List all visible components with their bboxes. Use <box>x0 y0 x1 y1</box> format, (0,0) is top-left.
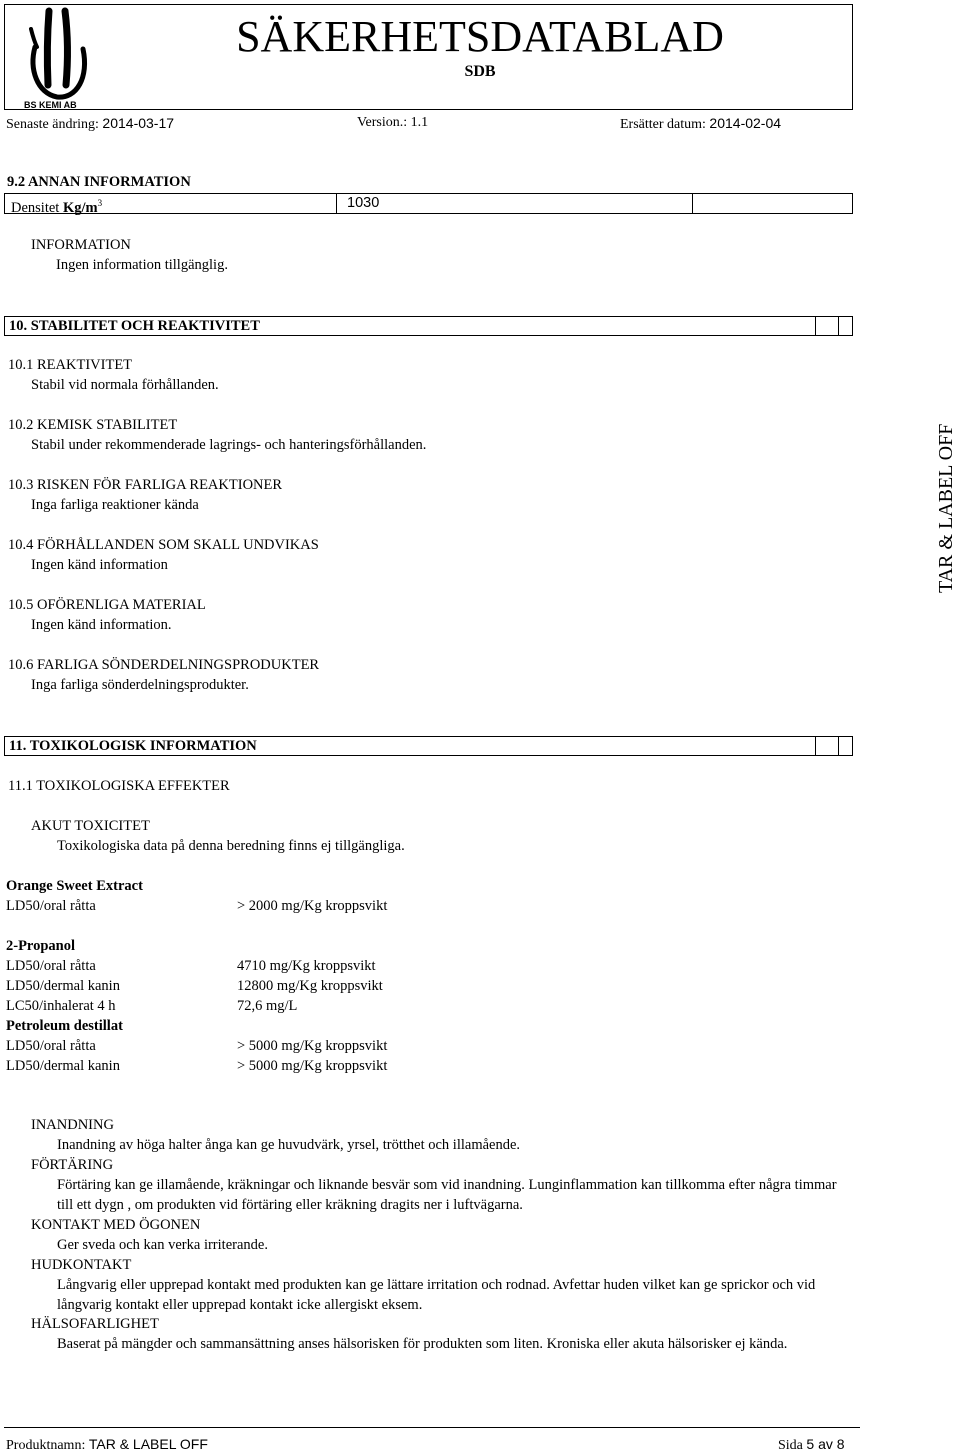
last-changed-label: Senaste ändring: <box>6 117 99 132</box>
substance-test: LD50/oral råtta <box>6 958 96 974</box>
footer-page <box>778 1435 845 1455</box>
skin-contact-heading: HUDKONTAKT <box>31 1257 132 1273</box>
section-10-3-heading: 10.3 RISKEN FÖR FARLIGA REAKTIONER <box>8 477 283 493</box>
section-10-3-text: Inga farliga reaktioner kända <box>31 497 199 513</box>
section-10-4-heading: 10.4 FÖRHÅLLANDEN SOM SKALL UNDVIKAS <box>8 537 319 553</box>
density-value-cell <box>337 194 693 213</box>
skin-contact-text: Långvarig eller upprepad kontakt med produkten kan ge lättare irritation och rodnad. Avfettar huden vilket kan ge sprickor och vid långvarig kontakt eller upprepad kontakt icke allergiskt eksem. <box>57 1277 816 1313</box>
substance-name: 2-Propanol <box>6 938 76 954</box>
density-label-cell <box>5 194 337 216</box>
section-10-5-text: Ingen känd information. <box>31 617 172 633</box>
section-11-title: 11. TOXIKOLOGISK INFORMATION <box>9 738 257 754</box>
document-subtitle: SDB <box>464 63 496 80</box>
substance-test: LD50/oral råtta <box>6 1038 96 1054</box>
section-10-2-heading: 10.2 KEMISK STABILITET <box>8 417 178 433</box>
substance-value: > 5000 mg/Kg kroppsvikt <box>237 1058 388 1074</box>
section-10-header <box>4 316 853 336</box>
section-10-2-text: Stabil under rekommenderade lagrings- och hanteringsförhållanden. <box>31 437 427 453</box>
version-label: Version.: 1.1 <box>357 115 429 130</box>
logo-text: BS KEMI AB <box>24 100 77 110</box>
section-10-4-text: Ingen känd information <box>31 557 168 573</box>
document-title: SÄKERHETSDATABLAD <box>236 12 724 61</box>
info-text: Ingen information tillgänglig. <box>56 257 228 273</box>
company-logo <box>21 7 95 113</box>
last-changed-value: 2014-03-17 <box>102 115 175 131</box>
health-hazard-heading: HÄLSOFARLIGHET <box>31 1316 159 1332</box>
section-10-1-heading: 10.1 REAKTIVITET <box>8 357 133 373</box>
ingestion-text: Förtäring kan ge illamående, kräkningar och liknande besvär som vid inandning. Lunginflammation kan tillkomma efter några timmar till ett dygn , om produkten vid förtäring eller kräkning dragits ner i luftvägarna. <box>57 1177 837 1213</box>
substance-test: LD50/dermal kanin <box>6 978 120 994</box>
info-title: INFORMATION <box>31 237 131 253</box>
density-label: Densitet $Kg/m^3$ <box>11 198 103 216</box>
section-11-1-heading: 11.1 TOXIKOLOGISKA EFFEKTER <box>8 778 230 794</box>
footer-page-value: 5 av 8 <box>806 1436 845 1452</box>
section-9-2-title: 9.2 ANNAN INFORMATION <box>7 174 191 190</box>
replaces-label: Ersätter datum: <box>620 117 706 132</box>
substance-name: Petroleum destillat <box>6 1018 123 1034</box>
eye-contact-heading: KONTAKT MED ÖGONEN <box>31 1217 201 1233</box>
eye-contact-text: Ger sveda och kan verka irriterande. <box>57 1237 268 1253</box>
substance-value: 72,6 mg/L <box>237 998 298 1014</box>
substance-value: > 2000 mg/Kg kroppsvikt <box>237 898 388 914</box>
side-product-label: TAR & LABEL OFF <box>935 423 957 593</box>
replaces-date <box>620 115 781 133</box>
section-10-5-heading: 10.5 OFÖRENLIGA MATERIAL <box>8 597 206 613</box>
bs-kemi-logo-icon <box>21 7 95 113</box>
substance-value: 12800 mg/Kg kroppsvikt <box>237 978 383 994</box>
substance-test: LC50/inhalerat 4 h <box>6 998 116 1014</box>
section-10-1-text: Stabil vid normala förhållanden. <box>31 377 219 393</box>
density-table <box>4 193 853 214</box>
inhalation-text: Inandning av höga halter ånga kan ge huvudvärk, yrsel, trötthet och illamående. <box>57 1137 521 1153</box>
ingestion-heading: FÖRTÄRING <box>31 1157 114 1173</box>
substance-value: 4710 mg/Kg kroppsvikt <box>237 958 376 974</box>
substance-test: LD50/dermal kanin <box>6 1058 120 1074</box>
substance-name: Orange Sweet Extract <box>6 878 143 894</box>
last-changed <box>6 115 174 133</box>
footer-divider <box>4 1427 860 1428</box>
acute-toxicity-title: AKUT TOXICITET <box>31 818 150 834</box>
section-10-6-heading: 10.6 FARLIGA SÖNDERDELNINGSPRODUKTER <box>8 657 320 673</box>
inhalation-heading: INANDNING <box>31 1117 114 1133</box>
section-11-header-cell <box>815 737 839 755</box>
acute-toxicity-text: Toxikologiska data på denna beredning finns ej tillgängliga. <box>57 838 405 854</box>
footer-product-label: Produktnamn: <box>6 1438 86 1453</box>
section-10-title: 10. STABILITET OCH REAKTIVITET <box>9 318 260 334</box>
health-hazard-text: Baserat på mängder och sammansättning anses hälsorisken för produkten som liten. Kroniska eller akuta hälsorisker ej kända. <box>57 1336 788 1352</box>
footer-product <box>6 1435 208 1455</box>
document-header <box>4 4 853 110</box>
substance-value: > 5000 mg/Kg kroppsvikt <box>237 1038 388 1054</box>
section-10-6-text: Inga farliga sönderdelningsprodukter. <box>31 677 249 693</box>
section-11-header <box>4 736 853 756</box>
section-10-header-cell <box>815 317 839 335</box>
substance-test: LD50/oral råtta <box>6 898 96 914</box>
replaces-value: 2014-02-04 <box>709 115 782 131</box>
footer-product-value: TAR & LABEL OFF <box>88 1436 208 1452</box>
density-value: 1030 <box>347 195 380 211</box>
footer-page-label: Sida <box>778 1438 803 1453</box>
